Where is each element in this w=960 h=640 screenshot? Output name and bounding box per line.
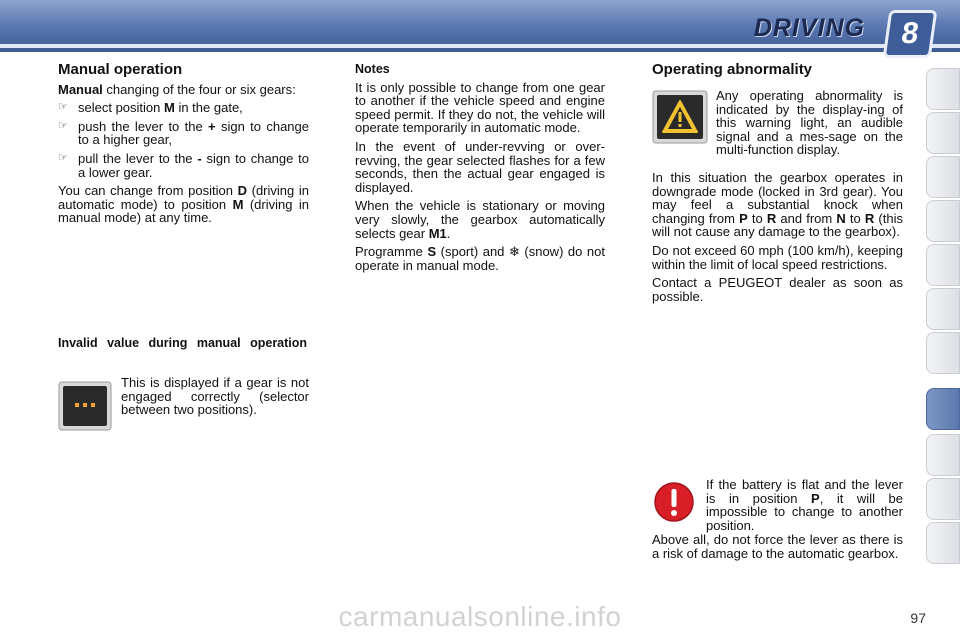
chapter-tab[interactable] <box>926 156 960 198</box>
watermark-text: carmanualsonline.info <box>338 601 622 632</box>
notes-paragraph-1: It is only possible to change from one gear to another if the vehicle speed and engine speed permit. If they do not, the vehicle will operate temporarily in automatic mode. <box>355 79 605 136</box>
chapter-tab[interactable] <box>926 200 960 242</box>
right-column <box>652 63 903 83</box>
left-column <box>58 63 309 230</box>
pointing-hand-icon: ☞ <box>58 151 68 164</box>
chapter-tab[interactable] <box>926 112 960 154</box>
notes-paragraph-2: In the event of under-revving or over-revving, the gear selected flashes for a few seconds, then the actual gear engaged is displayed. <box>355 138 605 195</box>
list-item: ☞ select position M in the gate, <box>58 100 243 116</box>
warning-light-text: Any operating abnormality is indicated by the display-ing of this warning light, an audible signal and a mes-sage on the multi-function display. <box>716 88 903 158</box>
speed-limit-paragraph: Do not exceed 60 mph (100 km/h), keeping within the limit of local speed restrictions. <box>652 242 903 272</box>
notes-paragraph-3: When the vehicle is stationary or moving very slowly, the gearbox automatically selects gear M1. <box>355 198 605 241</box>
warning-triangle-icon <box>652 90 708 144</box>
chapter-tab[interactable] <box>926 522 960 564</box>
chapter-title: DRIVING <box>753 14 865 42</box>
manual-intro: Manual changing of the four or six gears: <box>58 81 296 97</box>
list-item: ☞ pull the lever to the - sign to change to a lower gear. <box>58 150 309 180</box>
list-item: ☞ push the lever to the + sign to change to a higher gear, <box>58 118 309 148</box>
operating-abnormality-heading: Operating abnormality <box>652 61 813 78</box>
mode-change-paragraph: You can change from position D (driving in automatic mode) to position M (driving in manual mode) at any time. <box>58 183 309 226</box>
chapter-tab[interactable] <box>926 68 960 110</box>
battery-flat-text: If the battery is flat and the lever is in position P, it will be impossible to change to another position. <box>706 477 903 533</box>
chapter-tab[interactable] <box>926 244 960 286</box>
header-stripe <box>0 44 960 48</box>
force-lever-paragraph: Above all, do not force the lever as there is a risk of damage to the automatic gearbox. <box>652 532 903 561</box>
chapter-number-badge: 8 <box>883 10 938 58</box>
chapter-tab[interactable] <box>926 478 960 520</box>
invalid-value-heading: Invalid value during manual operation <box>58 336 308 350</box>
chapter-tabs <box>928 68 960 578</box>
contact-dealer-paragraph: Contact a PEUGEOT dealer as soon as possible. <box>652 275 903 304</box>
chapter-tab[interactable] <box>926 434 960 476</box>
middle-column <box>355 63 605 277</box>
snowflake-icon: ❄ <box>508 244 520 260</box>
chapter-tab[interactable] <box>926 332 960 374</box>
downgrade-mode-paragraph: In this situation the gearbox operates in downgrade mode (locked in 3rd gear). You may feel a substantial knock when changing from P to R and from N to R (this will not cause any damage to the gearbox). <box>652 170 903 240</box>
chapter-tab[interactable] <box>926 288 960 330</box>
exclamation-warning-icon <box>653 481 695 523</box>
gear-display-icon <box>58 381 112 431</box>
notes-paragraph-4: Programme S (sport) and ❄ (snow) do not operate in manual mode. <box>355 244 605 273</box>
pointing-hand-icon: ☞ <box>58 119 68 132</box>
page-number: 97 <box>910 610 926 626</box>
invalid-value-text: This is displayed if a gear is not engaged correctly (selector between two positions). <box>121 375 309 418</box>
notes-heading: Notes <box>355 62 390 76</box>
chapter-tab-active[interactable] <box>926 388 960 430</box>
manual-operation-heading: Manual operation <box>58 61 183 78</box>
pointing-hand-icon: ☞ <box>58 101 68 114</box>
invalid-value-section <box>58 337 309 355</box>
